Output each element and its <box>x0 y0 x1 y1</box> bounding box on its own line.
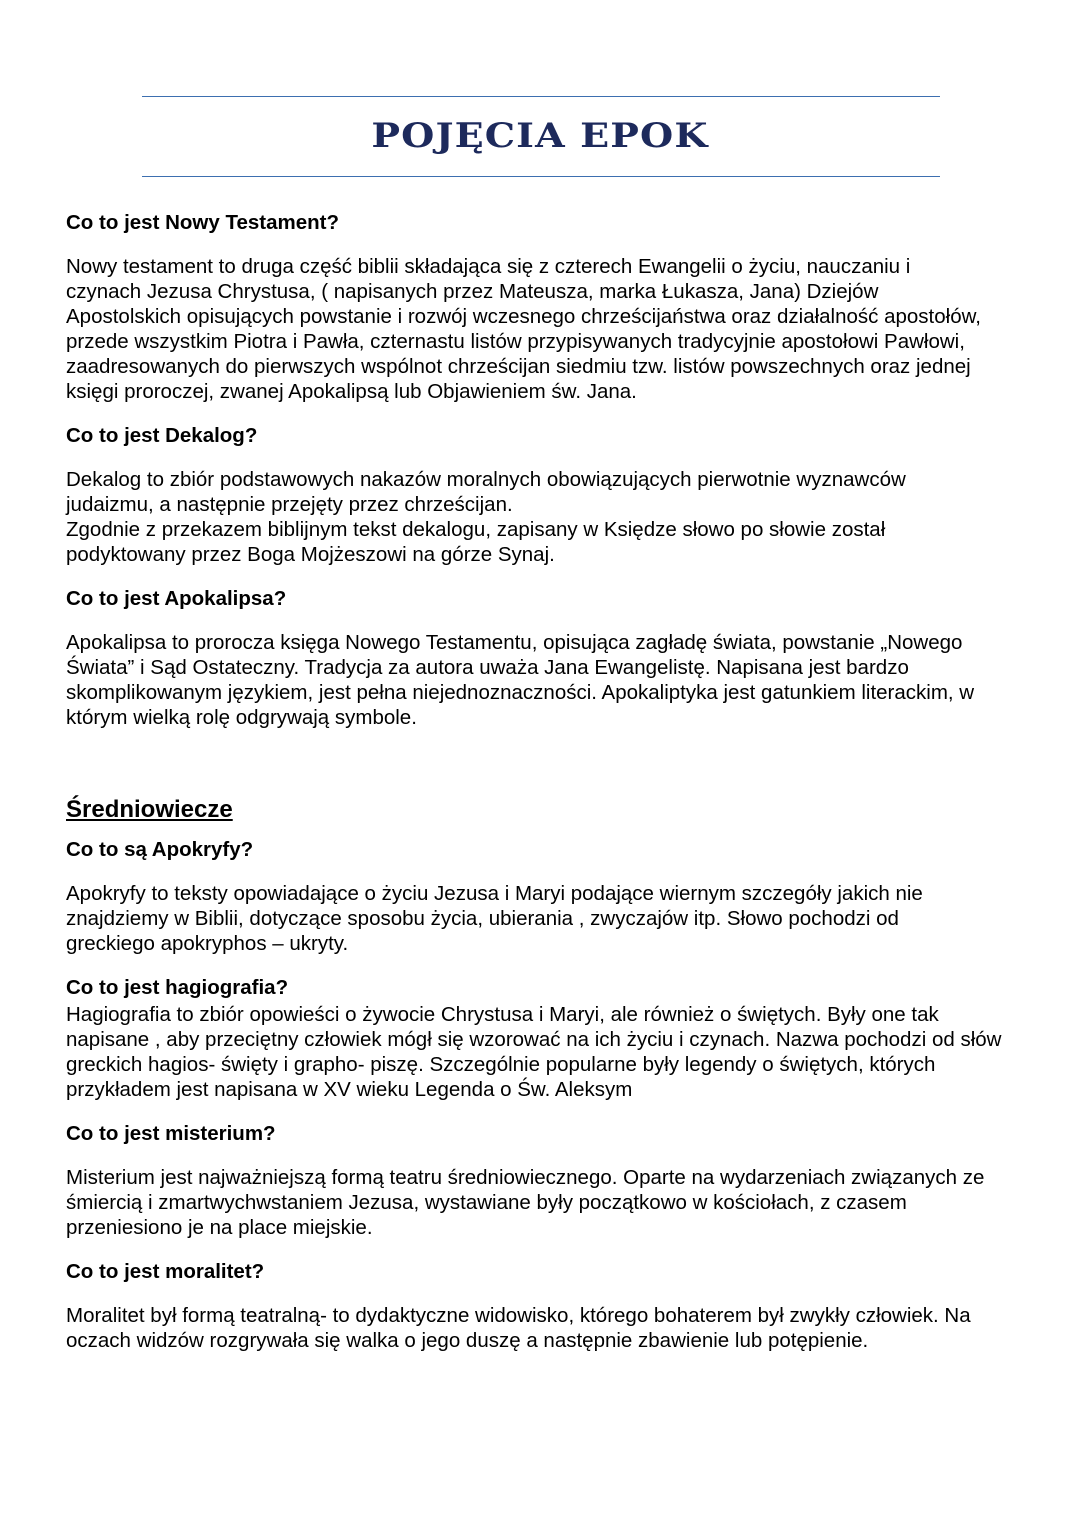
question-heading: Co to jest Nowy Testament? <box>66 211 339 234</box>
question-heading: Co to jest moralitet? <box>66 1260 265 1283</box>
answer-paragraph: Moralitet był formą teatralną- to dydaktyczne widowisko, którego bohaterem był zwykły człowiek. Na oczach widzów rozgrywała się walka o jego duszę a następnie zbawienie lub potępienie. <box>66 1304 971 1352</box>
title-rule-top <box>142 96 940 97</box>
answer-paragraph: Zgodnie z przekazem biblijnym tekst dekalogu, zapisany w Księdze słowo po słowie został podyktowany przez Boga Mojżeszowi na górze Synaj. <box>66 518 886 566</box>
section-title: Średniowiecze <box>66 796 233 823</box>
answer-paragraph: Apokryfy to teksty opowiadające o życiu Jezusa i Maryi podające wiernym szczegóły jakich nie znajdziemy w Biblii, dotyczące sposobu życia, ubierania , zwyczajów itp. Słowo pochodzi od greckiego apokryphos – ukryty. <box>66 882 923 955</box>
answer-paragraph: Hagiografia to zbiór opowieści o żywocie Chrystusa i Maryi, ale również o świętych. Były one tak napisane , aby przeciętny człowiek mógł się wzorować na ich życiu i czynach. Nazwa pochodzi od słów greckich hagios- święty i grapho- piszę. Szczególnie popularne były legendy o świętych, których przykładem jest napisana w XV wieku Legenda o Św. Aleksym <box>66 1003 1002 1101</box>
page-title: POJĘCIA EPOK <box>371 116 709 156</box>
question-heading: Co to jest misterium? <box>66 1122 276 1145</box>
question-heading: Co to jest hagiografia? <box>66 976 289 999</box>
document-body <box>66 208 1026 1353</box>
question-heading: Co to są Apokryfy? <box>66 838 254 861</box>
answer-paragraph: Nowy testament to druga część biblii składająca się z czterech Ewangelii o życiu, nauczaniu i czynach Jezusa Chrystusa, ( napisanych przez Mateusza, marka Łukasza, Jana) Dziejów Apostolskich opisujących powstanie i rozwój wczesnego chrześcijaństwa oraz działalność apostołów, przede wszystkim Piotra i Pawła, czternastu listów przypisywanych tradycyjnie apostołowi Pawłowi, zaadresowanych do pierwszych wspólnot chrześcijan siedmiu tzw. listów powszechnych oraz jednej księgi proroczej, zwanej Apokalipsą lub Objawieniem św. Jana. <box>66 255 981 403</box>
answer-paragraph: Apokalipsa to prorocza księga Nowego Testamentu, opisująca zagładę świata, powstanie „Nowego Świata” i Sąd Ostateczny. Tradycja za autora uważa Jana Ewangelistę. Napisana jest bardzo skomplikowanym językiem, jest pełna niejednoznaczności. Apokaliptyka jest gatunkiem literackim, w którym wielką rolę odgrywają symbole. <box>66 631 975 729</box>
question-heading: Co to jest Dekalog? <box>66 424 258 447</box>
answer-paragraph: Misterium jest najważniejszą formą teatru średniowiecznego. Oparte na wydarzeniach związanych ze śmiercią i zmartwychwstaniem Jezusa, wystawiane były początkowo w kościołach, z czasem przeniesiono je na place miejskie. <box>66 1166 985 1239</box>
answer-paragraph: Dekalog to zbiór podstawowych nakazów moralnych obowiązujących pierwotnie wyznawców judaizmu, a następnie przejęty przez chrześcijan. <box>66 468 906 516</box>
title-rule-bottom <box>142 176 940 177</box>
question-heading: Co to jest Apokalipsa? <box>66 587 287 610</box>
